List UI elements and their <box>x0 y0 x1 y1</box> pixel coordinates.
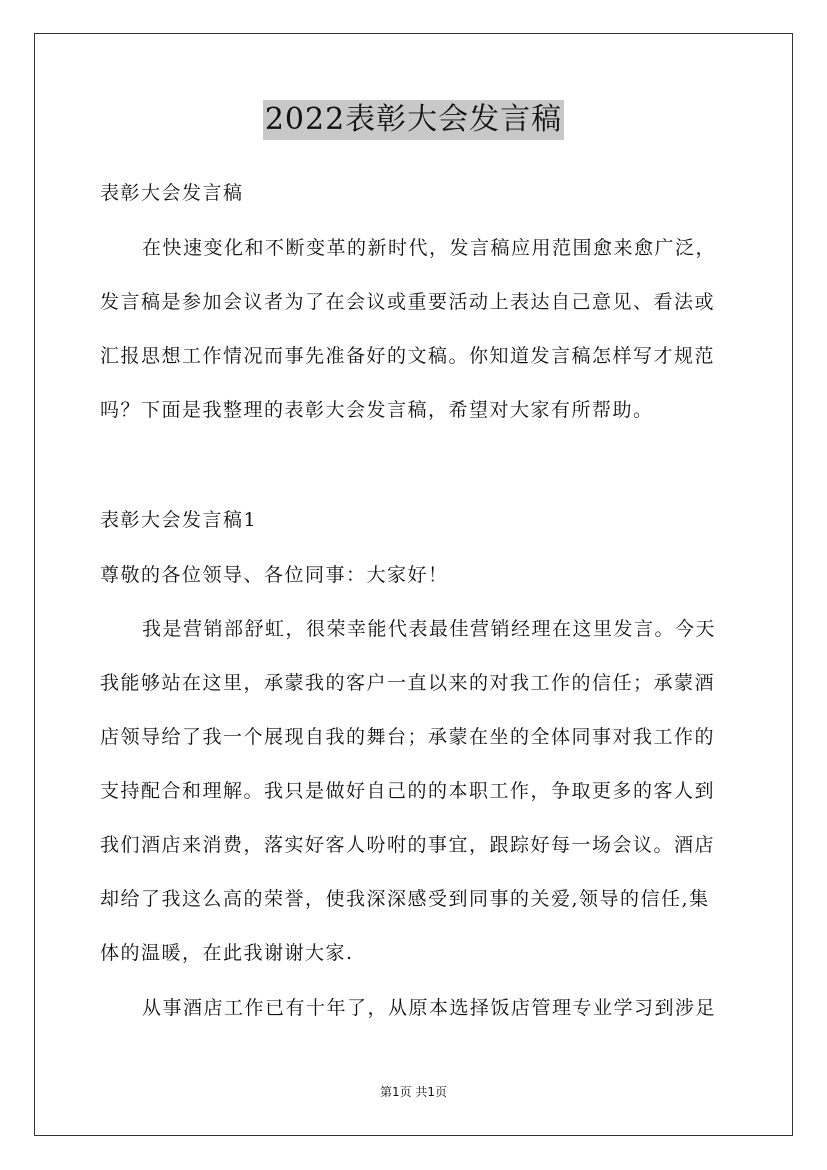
body-line-8: 从事酒店工作已有十年了，从原本选择饭店管理专业学习到涉足 <box>142 997 717 1019</box>
document-title: 2022表彰大会发言稿 <box>263 100 564 140</box>
page-footer: 第1页 共1页 <box>379 1085 448 1099</box>
body-line-7: 体的温暖，在此我谢谢大家. <box>100 942 354 964</box>
section-heading: 表彰大会发言稿1 <box>100 509 258 531</box>
body-line-5: 我们酒店来消费，落实好客人吩咐的事宜，跟踪好每一场会议。酒店 <box>100 834 716 856</box>
subtitle: 表彰大会发言稿 <box>100 182 244 204</box>
intro-line-1: 在快速变化和不断变革的新时代，发言稿应用范围愈来愈广泛， <box>142 237 717 259</box>
intro-line-2: 发言稿是参加会议者为了在会议或重要活动上表达自己意见、看法或 <box>100 291 716 313</box>
body-line-4: 支持配合和理解。我只是做好自己的的本职工作，争取更多的客人到 <box>100 780 716 802</box>
intro-line-3: 汇报思想工作情况而事先准备好的文稿。你知道发言稿怎样写才规范 <box>100 345 716 367</box>
body-line-2: 我能够站在这里，承蒙我的客户一直以来的对我工作的信任；承蒙酒 <box>100 672 716 694</box>
body-line-3: 店领导给了我一个展现自我的舞台；承蒙在坐的全体同事对我工作的 <box>100 726 716 748</box>
body-line-1: 我是营销部舒虹，很荣幸能代表最佳营销经理在这里发言。今天 <box>142 618 717 640</box>
body-line-6: 却给了我这么高的荣誉，使我深深感受到同事的关爱,领导的信任,集 <box>100 888 710 910</box>
greeting: 尊敬的各位领导、各位同事：大家好！ <box>100 564 449 586</box>
document-title-wrap <box>0 100 827 140</box>
intro-line-4: 吗？下面是我整理的表彰大会发言稿，希望对大家有所帮助。 <box>100 399 654 421</box>
